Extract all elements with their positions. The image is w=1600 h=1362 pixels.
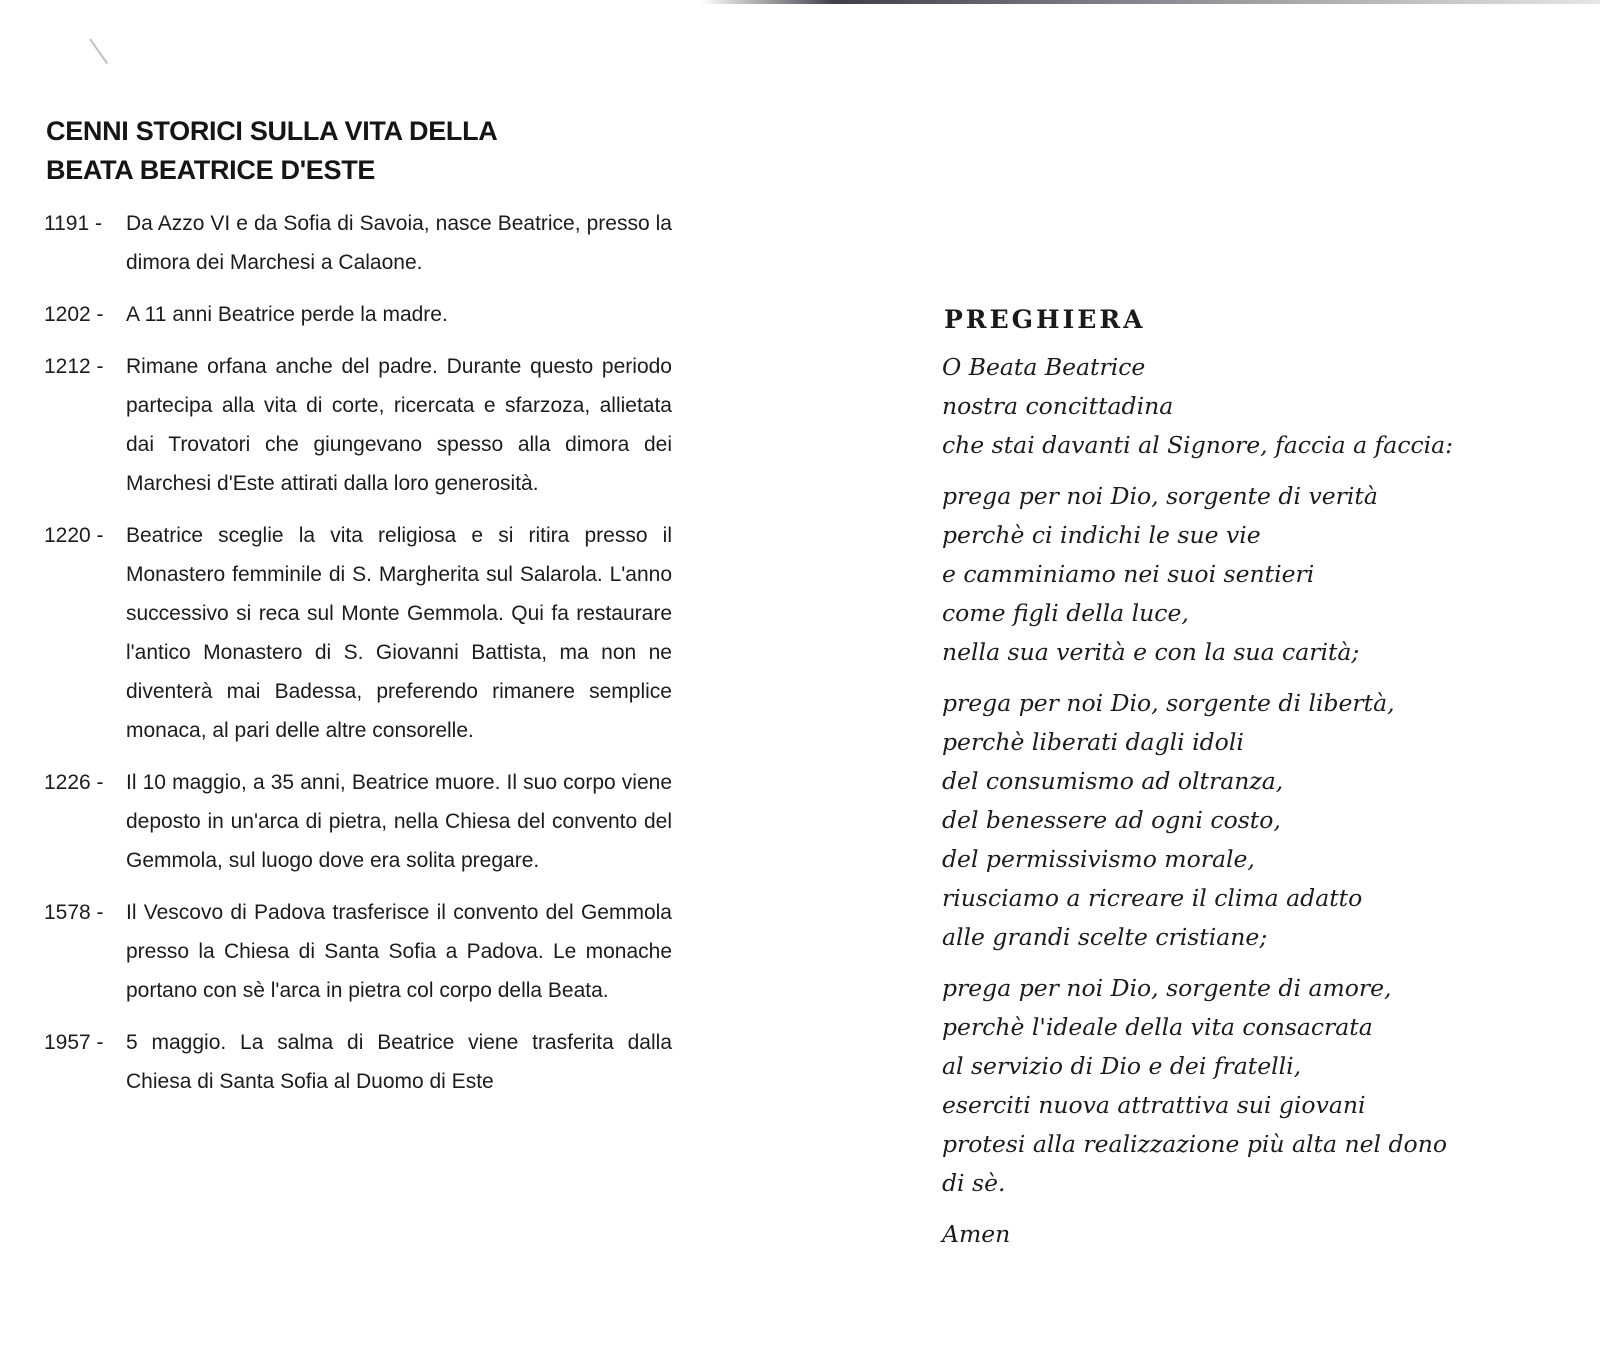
- prayer-title: PREGHIERA: [944, 305, 1146, 334]
- timeline-text: Rimane orfana anche del padre. Durante questo periodo partecipa alla vita di corte, ricercata e sfarzoza, allietata dai Trovatori che giungevano spesso alla dimora dei Marchesi d'Este attirati dalla loro generosità.: [126, 355, 672, 495]
- prayer-line: che stai davanti al Signore, faccia a faccia:: [942, 431, 1454, 459]
- timeline-year: 1957 -: [44, 1031, 104, 1054]
- history-title-line: CENNI STORICI SULLA VITA DELLA: [46, 116, 498, 146]
- prayer-line: riusciamo a ricreare il clima adatto: [942, 884, 1363, 912]
- prayer-stanza: [942, 684, 1562, 957]
- prayer-line: del permissivismo morale,: [942, 845, 1255, 873]
- scan-edge-shadow: [700, 0, 1600, 4]
- prayer-line: di sè.: [942, 1169, 1006, 1197]
- timeline-entry: [44, 516, 684, 750]
- timeline-year: 1226 -: [44, 771, 104, 794]
- timeline-text: 5 maggio. La salma di Beatrice viene trasferita dalla Chiesa di Santa Sofia al Duomo di Este: [126, 1031, 672, 1093]
- timeline-entry: [44, 347, 684, 503]
- timeline-entry: [44, 893, 684, 1010]
- timeline-text: Il Vescovo di Padova trasferisce il convento del Gemmola presso la Chiesa di Santa Sofia a Padova. Le monache portano con sè l'arca in pietra col corpo della Beata.: [126, 901, 672, 1002]
- prayer-line: prega per noi Dio, sorgente di libertà,: [942, 689, 1395, 717]
- prayer-line: perchè liberati dagli idoli: [942, 728, 1244, 756]
- prayer-line: prega per noi Dio, sorgente di amore,: [942, 974, 1392, 1002]
- prayer-line: perchè l'ideale della vita consacrata: [942, 1013, 1373, 1041]
- prayer-stanza: [942, 477, 1562, 672]
- prayer-line: eserciti nuova attrattiva sui giovani: [942, 1091, 1366, 1119]
- prayer-line: nostra concittadina: [942, 392, 1174, 420]
- timeline-entry: [44, 763, 684, 880]
- timeline-text: A 11 anni Beatrice perde la madre.: [126, 303, 448, 326]
- prayer-line: del consumismo ad oltranza,: [942, 767, 1284, 795]
- timeline-entry: [44, 204, 684, 282]
- timeline-year: 1202 -: [44, 303, 104, 326]
- timeline-year: 1212 -: [44, 355, 104, 378]
- prayer-line: prega per noi Dio, sorgente di verità: [942, 482, 1378, 510]
- timeline-entry: [44, 1023, 684, 1101]
- prayer-closing: Amen: [942, 1220, 1011, 1248]
- prayer-stanza: [942, 969, 1562, 1203]
- prayer-line: protesi alla realizzazione più alta nel dono: [942, 1130, 1447, 1158]
- paper-scratch-mark: [89, 38, 108, 64]
- prayer-line: nella sua verità e con la sua carità;: [942, 638, 1360, 666]
- history-title-line: BEATA BEATRICE D'ESTE: [46, 155, 376, 185]
- timeline-entry: [44, 295, 684, 334]
- prayer-line: O Beata Beatrice: [942, 353, 1146, 381]
- prayer-line: del benessere ad ogni costo,: [942, 806, 1281, 834]
- history-section: [44, 112, 684, 1114]
- prayer-section: [942, 300, 1562, 1254]
- prayer-line: come figli della luce,: [942, 599, 1189, 627]
- timeline-text: Il 10 maggio, a 35 anni, Beatrice muore. Il suo corpo viene deposto in un'arca di pietra, nella Chiesa del convento del Gemmola, sul luogo dove era solita pregare.: [126, 771, 672, 872]
- prayer-line: alle grandi scelte cristiane;: [942, 923, 1268, 951]
- prayer-line: perchè ci indichi le sue vie: [942, 521, 1261, 549]
- timeline-text: Beatrice sceglie la vita religiosa e si ritira presso il Monastero femminile di S. Margherita sul Salarola. L'anno successivo si reca sul Monte Gemmola. Qui fa restaurare l'antico Monastero di S. Giovanni Battista, ma non ne diventerà mai Badessa, preferendo rimanere semplice monaca, al pari delle altre consorelle.: [126, 524, 672, 742]
- prayer-stanza: [942, 348, 1562, 465]
- timeline-text: Da Azzo VI e da Sofia di Savoia, nasce Beatrice, presso la dimora dei Marchesi a Calaone.: [126, 212, 672, 274]
- history-title: [46, 112, 684, 190]
- prayer-line: al servizio di Dio e dei fratelli,: [942, 1052, 1302, 1080]
- timeline-year: 1220 -: [44, 524, 104, 547]
- timeline-year: 1578 -: [44, 901, 104, 924]
- prayer-line: e camminiamo nei suoi sentieri: [942, 560, 1315, 588]
- timeline-year: 1191 -: [44, 212, 102, 235]
